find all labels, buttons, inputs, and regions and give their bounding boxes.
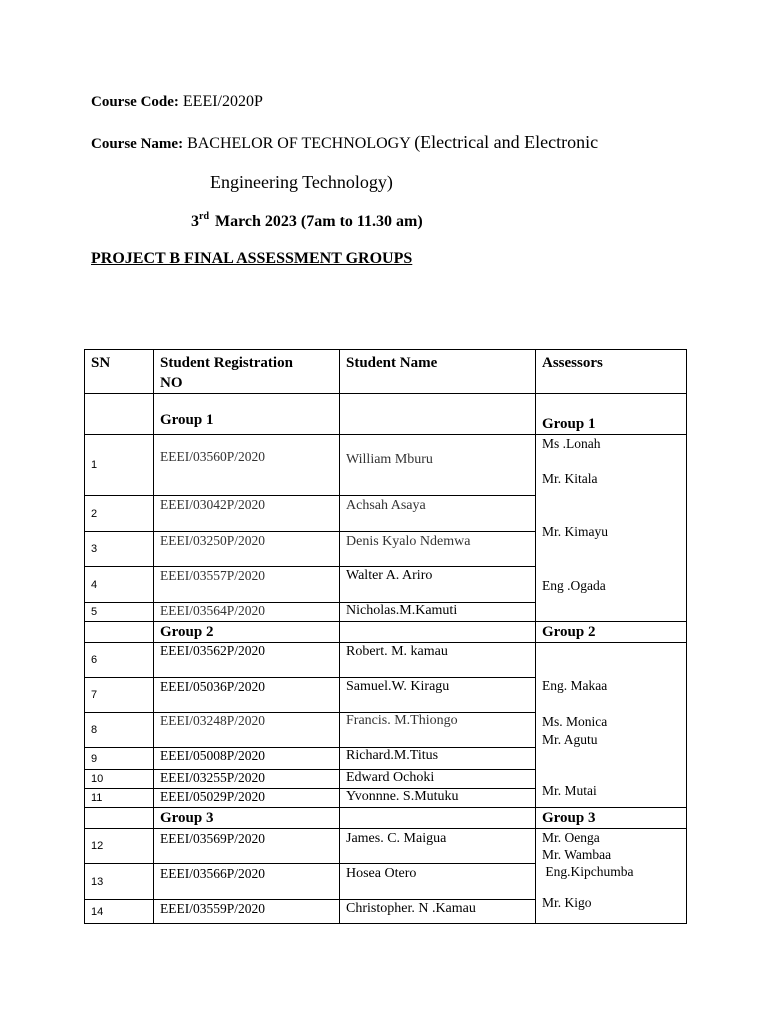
- exam-date-rest: March 2023 (7am to 11.30 am): [215, 213, 423, 230]
- table-row: [85, 435, 687, 496]
- row-sn: 11: [85, 789, 154, 808]
- assessor-name: Mr. Agutu: [542, 732, 598, 747]
- assessor-name: Eng.Kipchumba: [542, 864, 634, 879]
- empty-cell: [340, 622, 536, 643]
- exam-date-day: 3: [191, 213, 199, 230]
- row-registration: EEEI/05008P/2020: [154, 748, 340, 770]
- assessor-name: Mr. Mutai: [542, 783, 597, 798]
- row-sn: 4: [85, 567, 154, 603]
- row-registration: EEEI/03042P/2020: [154, 496, 340, 532]
- group-header-row: [85, 808, 687, 829]
- group-header-row: [85, 394, 687, 435]
- row-registration: EEEI/03248P/2020: [154, 713, 340, 748]
- row-registration: EEEI/03250P/2020: [154, 532, 340, 567]
- row-student-name: Edward Ochoki: [340, 770, 536, 789]
- empty-cell: [340, 394, 536, 435]
- header-assessors: Assessors: [536, 350, 687, 394]
- empty-cell: [85, 622, 154, 643]
- row-student-name: William Mburu: [340, 435, 536, 496]
- row-sn: 2: [85, 496, 154, 532]
- group-name: Group 1: [154, 394, 340, 435]
- row-student-name: Achsah Asaya: [340, 496, 536, 532]
- header-registration-line1: Student Registration: [160, 355, 293, 371]
- row-sn: 14: [85, 900, 154, 924]
- table-row: [85, 643, 687, 678]
- assessors-cell: [536, 643, 687, 808]
- row-registration: EEEI/03559P/2020: [154, 900, 340, 924]
- row-registration: EEEI/03564P/2020: [154, 603, 340, 622]
- group-header-row: [85, 622, 687, 643]
- header-student-name: Student Name: [340, 350, 536, 394]
- row-student-name: Walter A. Ariro: [340, 567, 536, 603]
- course-name-line: [91, 132, 598, 153]
- empty-cell: [340, 808, 536, 829]
- exam-date: [191, 211, 423, 231]
- assessor-name: Mr. Kimayu: [542, 524, 608, 539]
- header-sn: SN: [85, 350, 154, 394]
- row-student-name: Richard.M.Titus: [340, 748, 536, 770]
- group-name: Group 3: [154, 808, 340, 829]
- course-code-label: Course Code:: [91, 94, 179, 110]
- row-sn: 5: [85, 603, 154, 622]
- row-sn: 8: [85, 713, 154, 748]
- group-name: Group 2: [154, 622, 340, 643]
- assessor-group-heading: Group 3: [536, 808, 687, 829]
- row-sn: 9: [85, 748, 154, 770]
- row-student-name: Yvonnne. S.Mutuku: [340, 789, 536, 808]
- row-student-name: Christopher. N .Kamau: [340, 900, 536, 924]
- assessor-group-heading: Group 1: [536, 394, 687, 435]
- row-student-name: Samuel.W. Kiragu: [340, 678, 536, 713]
- assessor-name: Ms. Monica: [542, 714, 608, 729]
- row-sn: 3: [85, 532, 154, 567]
- row-sn: 13: [85, 864, 154, 900]
- exam-date-suffix: rd: [199, 211, 209, 222]
- course-name-label: Course Name:: [91, 136, 184, 152]
- row-student-name: James. C. Maigua: [340, 829, 536, 864]
- row-registration: EEEI/03557P/2020: [154, 567, 340, 603]
- course-name-value: BACHELOR OF TECHNOLOGY: [187, 135, 411, 152]
- row-sn: 12: [85, 829, 154, 864]
- table-header-row: [85, 350, 687, 394]
- row-registration: EEEI/05036P/2020: [154, 678, 340, 713]
- course-code-value: EEEI/2020P: [182, 93, 263, 110]
- row-registration: EEEI/03562P/2020: [154, 643, 340, 678]
- assessment-groups-table: [84, 349, 687, 924]
- section-title: PROJECT B FINAL ASSESSMENT GROUPS: [91, 250, 413, 267]
- row-sn: 7: [85, 678, 154, 713]
- header-registration-line2: NO: [160, 375, 183, 391]
- empty-cell: [85, 808, 154, 829]
- assessor-name: Mr. Kitala: [542, 471, 598, 486]
- row-sn: 6: [85, 643, 154, 678]
- row-student-name: Robert. M. kamau: [340, 643, 536, 678]
- row-student-name: Hosea Otero: [340, 864, 536, 900]
- course-name-continuation: Engineering Technology): [210, 172, 393, 192]
- assessors-cell: [536, 435, 687, 622]
- assessor-name: Mr. Wambaa: [542, 847, 612, 862]
- assessor-name: Eng .Ogada: [542, 578, 606, 593]
- table-row: [85, 829, 687, 864]
- assessor-name: Ms .Lonah: [542, 436, 601, 451]
- row-registration: EEEI/03566P/2020: [154, 864, 340, 900]
- row-sn: 10: [85, 770, 154, 789]
- assessor-group-heading: Group 2: [536, 622, 687, 643]
- header-registration: [154, 350, 340, 394]
- row-registration: EEEI/03560P/2020: [154, 435, 340, 496]
- row-student-name: Francis. M.Thiongo: [340, 713, 536, 748]
- course-code-line: [91, 93, 263, 111]
- course-name-paren: (Electrical and Electronic: [414, 132, 599, 152]
- assessors-cell: [536, 829, 687, 924]
- row-registration: EEEI/05029P/2020: [154, 789, 340, 808]
- row-registration: EEEI/03569P/2020: [154, 829, 340, 864]
- row-registration: EEEI/03255P/2020: [154, 770, 340, 789]
- assessor-name: Eng. Makaa: [542, 678, 608, 693]
- assessor-name: Mr. Oenga: [542, 830, 600, 845]
- empty-cell: [85, 394, 154, 435]
- assessor-name: Mr. Kigo: [542, 895, 592, 910]
- row-sn: 1: [85, 435, 154, 496]
- row-student-name: Nicholas.M.Kamuti: [340, 603, 536, 622]
- row-student-name: Denis Kyalo Ndemwa: [340, 532, 536, 567]
